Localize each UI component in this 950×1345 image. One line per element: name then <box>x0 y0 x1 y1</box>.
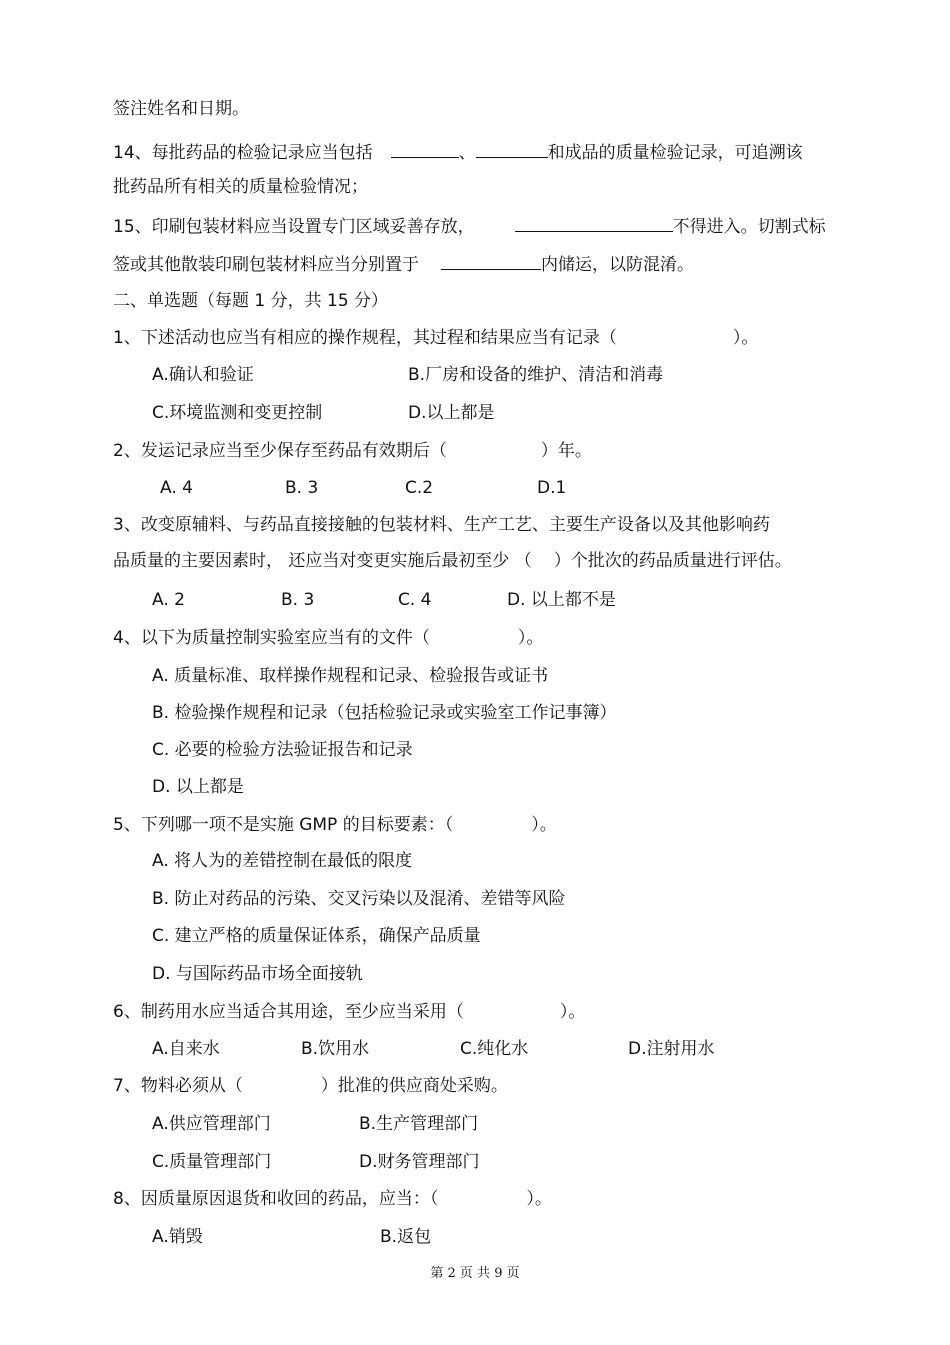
option-b: B.生产管理部门 <box>359 1114 479 1134</box>
question-8 <box>113 1188 552 1210</box>
option-b: B. 3 <box>281 590 315 610</box>
option-c: C.纯化水 <box>460 1039 529 1059</box>
question-15 <box>113 214 826 238</box>
question-7 <box>113 1075 508 1097</box>
option-c: C. 建立严格的质量保证体系，确保产品质量 <box>152 926 481 946</box>
answer-blank <box>515 214 673 232</box>
option-a: A.销毁 <box>152 1227 203 1247</box>
option-c: C.环境监测和变更控制 <box>152 403 323 423</box>
option-a: A. 将人为的差错控制在最低的限度 <box>152 851 413 871</box>
separator: 、 <box>458 143 476 163</box>
question-6-text: 6、制药用水应当适合其用途，至少应当采用（ <box>113 1002 464 1022</box>
question-6-end: ）。 <box>559 1002 586 1022</box>
answer-blank <box>391 140 459 158</box>
question-7-end: ）批准的供应商处采购。 <box>320 1076 508 1096</box>
section-heading: 二、单选题（每题 1 分，共 15 分） <box>113 291 389 311</box>
option-b: B. 防止对药品的污染、交叉污染以及混淆、差错等风险 <box>152 889 566 909</box>
question-2-end: ）年。 <box>540 441 592 461</box>
option-a: A. 质量标准、取样操作规程和记录、检验报告或证书 <box>152 666 549 686</box>
option-a: A.确认和验证 <box>152 365 254 385</box>
option-b: B.厂房和设备的维护、清洁和消毒 <box>408 365 664 385</box>
question-5-end: ）。 <box>531 815 557 835</box>
question-8-end: ）。 <box>526 1189 552 1209</box>
question-1-end: ）。 <box>732 328 759 348</box>
option-a: A.供应管理部门 <box>152 1114 271 1134</box>
option-c: C. 必要的检验方法验证报告和记录 <box>152 740 413 760</box>
option-d: D. 以上都是 <box>152 777 244 797</box>
text-line: 签注姓名和日期。 <box>113 99 249 119</box>
answer-blank <box>441 252 541 270</box>
page-number: 第 2 页 共 9 页 <box>430 1266 520 1281</box>
question-14-text: 14、每批药品的检验记录应当包括 <box>113 143 373 163</box>
option-d: D. 以上都不是 <box>507 590 616 610</box>
question-4 <box>113 627 543 649</box>
question-3-cont <box>113 550 792 572</box>
question-8-text: 8、因质量原因退货和收回的药品，应当：（ <box>113 1189 439 1209</box>
option-d: D.注射用水 <box>628 1039 715 1059</box>
question-15-text-2-end: 内储运，以防混淆。 <box>541 255 694 275</box>
option-a: A.自来水 <box>152 1039 220 1059</box>
question-3: 3、改变原辅料、与药品直接接触的包装材料、生产工艺、主要生产设备以及其他影响药 <box>113 515 770 535</box>
question-6 <box>113 1001 585 1023</box>
option-c: C.2 <box>405 478 434 498</box>
question-4-end: ）。 <box>517 628 544 648</box>
option-b: B. 检验操作规程和记录（包括检验记录或实验室工作记事簿） <box>152 703 617 723</box>
option-d: D.财务管理部门 <box>359 1152 480 1172</box>
option-b: B. 3 <box>285 478 319 498</box>
question-2-text: 2、发运记录应当至少保存至药品有效期后（ <box>113 441 447 461</box>
question-15-cont <box>113 252 694 276</box>
text-line: 批药品所有相关的质量检验情况； <box>113 177 368 197</box>
question-5 <box>113 814 557 836</box>
option-a: A. 4 <box>160 478 193 498</box>
question-15-text: 15、印刷包装材料应当设置专门区域妥善存放， <box>113 217 475 237</box>
answer-blank <box>476 140 548 158</box>
option-c: C. 4 <box>398 590 432 610</box>
question-7-text: 7、物料必须从（ <box>113 1076 243 1096</box>
option-b: B.饮用水 <box>301 1039 370 1059</box>
question-1-text: 1、下述活动也应当有相应的操作规程，其过程和结果应当有记录（ <box>113 328 617 348</box>
question-3-end: ）个批次的药品质量进行评估。 <box>553 551 792 571</box>
question-2 <box>113 440 592 462</box>
question-1 <box>113 327 758 349</box>
question-14 <box>113 140 803 164</box>
option-c: C.质量管理部门 <box>152 1152 272 1172</box>
option-d: D.以上都是 <box>408 403 495 423</box>
question-15-text-2: 签或其他散装印刷包装材料应当分别置于 <box>113 255 419 275</box>
option-d: D.1 <box>537 478 567 498</box>
question-15-text-end: 不得进入。切割式标 <box>672 217 826 237</box>
question-3-text: 品质量的主要因素时， 还应当对变更实施后最初至少 （ <box>113 551 532 571</box>
option-b: B.返包 <box>380 1227 432 1247</box>
option-a: A. 2 <box>152 590 185 610</box>
question-4-text: 4、以下为质量控制实验室应当有的文件（ <box>113 628 430 648</box>
question-14-text-end: 和成品的质量检验记录，可追溯该 <box>547 143 803 163</box>
option-d: D. 与国际药品市场全面接轨 <box>152 964 363 984</box>
question-5-text: 5、下列哪一项不是实施 GMP 的目标要素：（ <box>113 815 454 835</box>
